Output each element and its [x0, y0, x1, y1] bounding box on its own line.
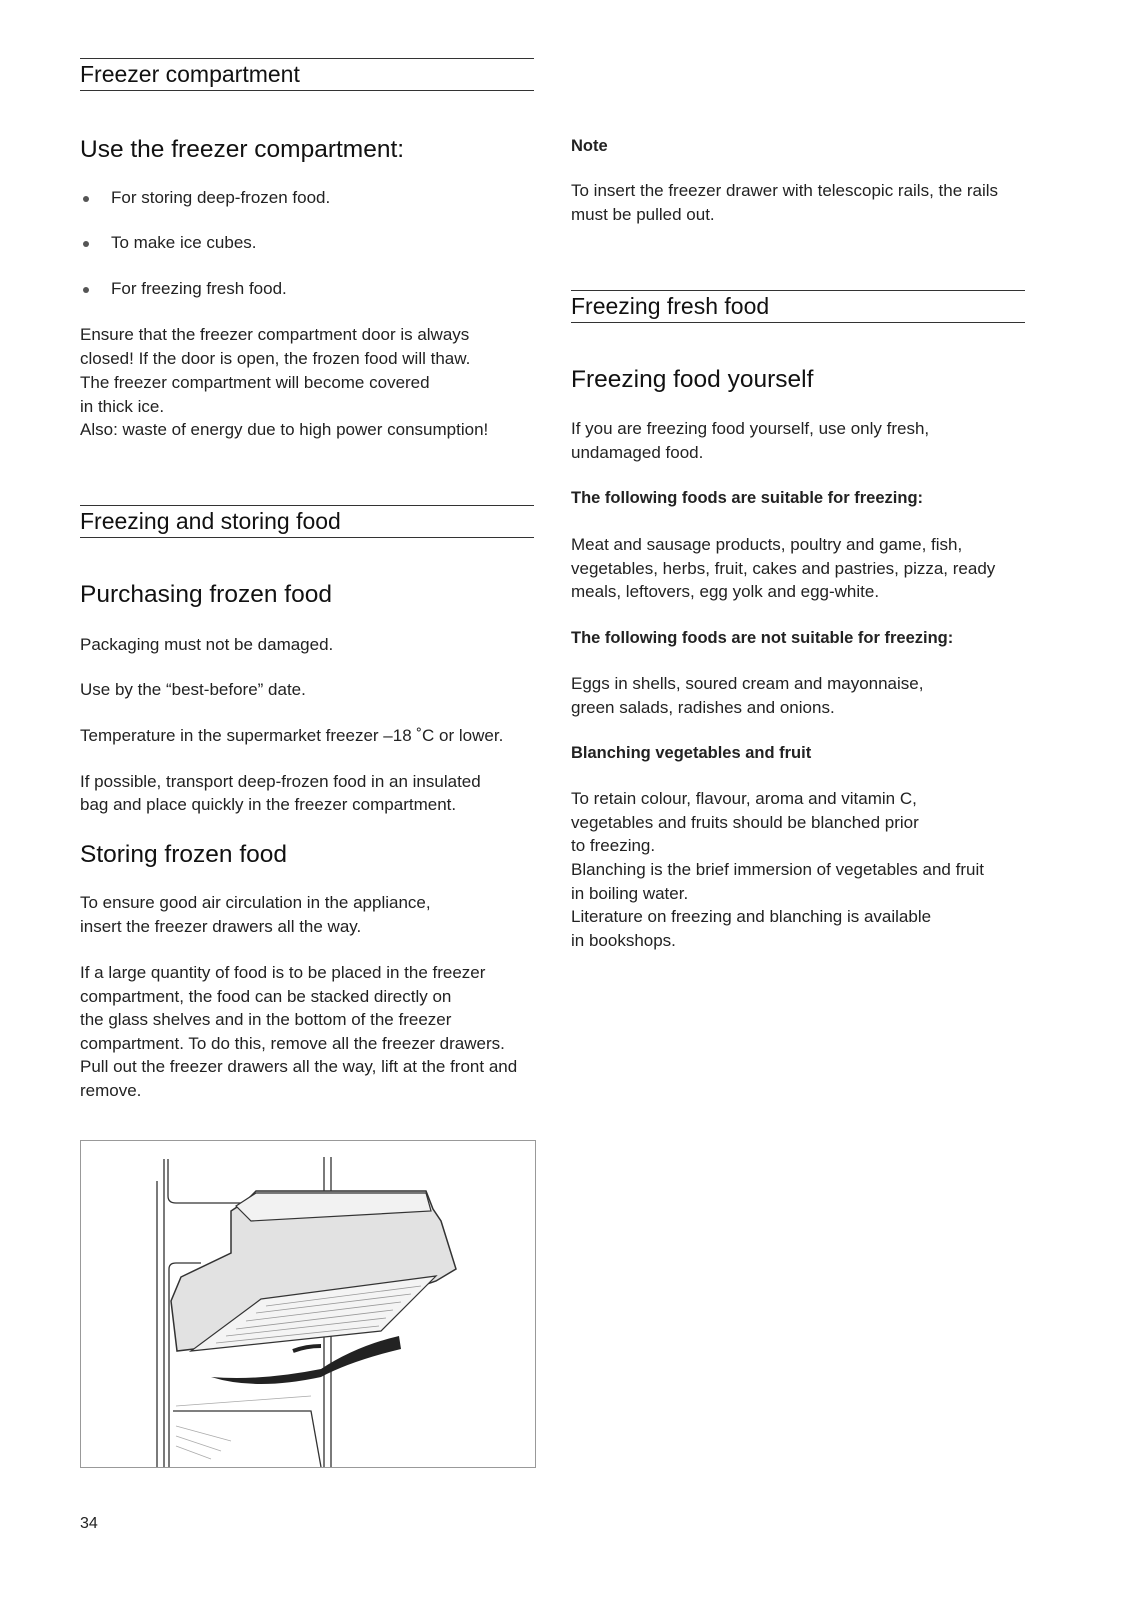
body-text: in bookshops. [571, 931, 676, 950]
page-number: 34 [80, 1515, 98, 1532]
bullet-icon [83, 196, 89, 202]
warning-text: The freezer compartment will become covered [80, 373, 430, 392]
note-label: Note [571, 137, 608, 155]
warning-text: closed! If the door is open, the frozen food will thaw. [80, 349, 471, 368]
bullet-item: For freezing fresh food. [111, 279, 287, 298]
blanching-label: Blanching vegetables and fruit [571, 744, 812, 762]
body-text: If a large quantity of food is to be placed in the freezer [80, 963, 486, 982]
heading-freezing-yourself: Freezing food yourself [571, 366, 814, 393]
section-title: Freezer compartment [80, 61, 300, 87]
note-text: must be pulled out. [571, 205, 715, 224]
bullet-item: For storing deep-frozen food. [111, 188, 331, 207]
body-text: To retain colour, flavour, aroma and vitamin C, [571, 789, 917, 808]
body-text: in boiling water. [571, 884, 689, 903]
body-text: green salads, radishes and onions. [571, 698, 835, 717]
warning-text: Also: waste of energy due to high power consumption! [80, 420, 489, 439]
body-text: Pull out the freezer drawers all the way, lift at the front and [80, 1057, 518, 1076]
body-text: Eggs in shells, soured cream and mayonnaise, [571, 674, 924, 693]
body-text: Literature on freezing and blanching is available [571, 907, 932, 926]
body-text: bag and place quickly in the freezer compartment. [80, 795, 457, 814]
body-text: insert the freezer drawers all the way. [80, 917, 362, 936]
body-text: Use by the “best-before” date. [80, 680, 306, 699]
body-text: compartment, the food can be stacked directly on [80, 987, 452, 1006]
drawer-removal-drawing [81, 1141, 535, 1467]
bullet-icon [83, 287, 89, 293]
body-text: remove. [80, 1081, 142, 1100]
heading-use-freezer: Use the freezer compartment: [80, 136, 405, 163]
body-text: vegetables, herbs, fruit, cakes and pastries, pizza, ready [571, 559, 996, 578]
body-text: Temperature in the supermarket freezer –18 ˚C or lower. [80, 726, 504, 745]
body-text: the glass shelves and in the bottom of the freezer [80, 1010, 452, 1029]
suitable-label: The following foods are suitable for freezing: [571, 489, 924, 507]
divider [80, 90, 534, 91]
bullet-item: To make ice cubes. [111, 233, 257, 252]
not-suitable-label: The following foods are not suitable for freezing: [571, 629, 954, 647]
warning-text: in thick ice. [80, 397, 165, 416]
body-text: Blanching is the brief immersion of vegetables and fruit [571, 860, 984, 879]
divider [571, 322, 1025, 323]
section-title: Freezing and storing food [80, 508, 341, 534]
note-text: To insert the freezer drawer with telescopic rails, the rails [571, 181, 999, 200]
body-text: meals, leftovers, egg yolk and egg-white. [571, 582, 880, 601]
body-text: compartment. To do this, remove all the freezer drawers. [80, 1034, 505, 1053]
bullet-icon [83, 241, 89, 247]
divider [80, 537, 534, 538]
section-title: Freezing fresh food [571, 293, 770, 319]
body-text: undamaged food. [571, 443, 704, 462]
body-text: Meat and sausage products, poultry and game, fish, [571, 535, 963, 554]
body-text: If you are freezing food yourself, use only fresh, [571, 419, 930, 438]
freezer-drawer-illustration [80, 1140, 536, 1468]
body-text: vegetables and fruits should be blanched prior [571, 813, 919, 832]
warning-text: Ensure that the freezer compartment door is always [80, 325, 470, 344]
body-text: To ensure good air circulation in the appliance, [80, 893, 431, 912]
heading-purchasing: Purchasing frozen food [80, 581, 332, 608]
heading-storing: Storing frozen food [80, 841, 288, 868]
body-text: If possible, transport deep-frozen food in an insulated [80, 772, 481, 791]
body-text: Packaging must not be damaged. [80, 635, 334, 654]
body-text: to freezing. [571, 836, 656, 855]
